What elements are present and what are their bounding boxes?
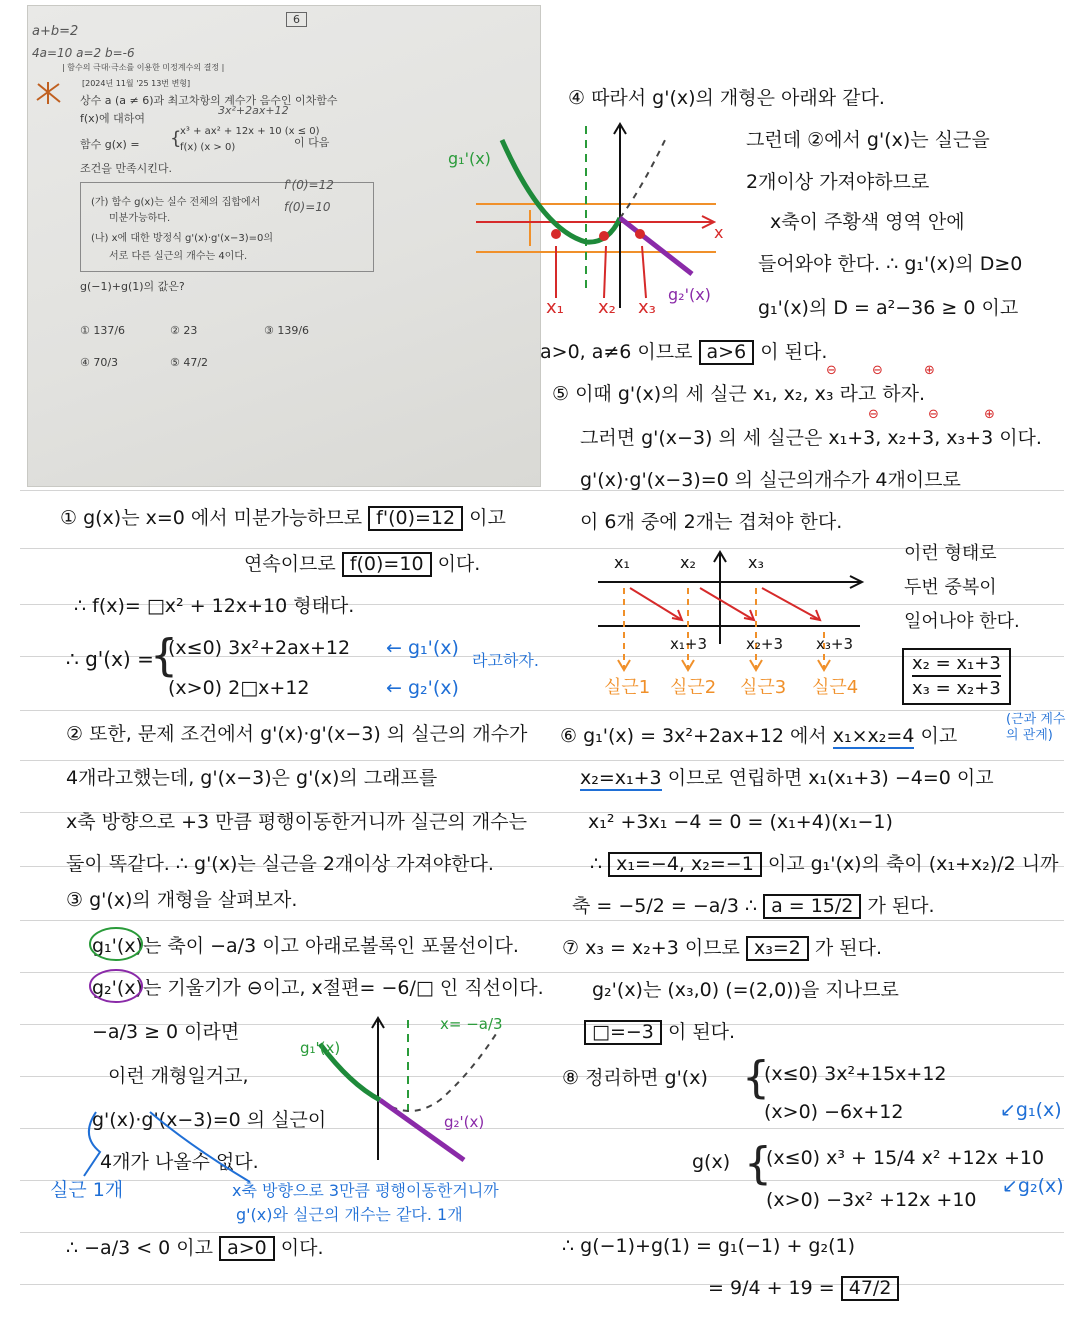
form-note-2: 두번 중복이 (904, 577, 997, 598)
choice-5: ⑤ 47/2 (170, 356, 209, 369)
overlap-eq2: x₃ = x₂+3 (912, 675, 1001, 700)
step1-box1: f'(0)=12 (368, 506, 463, 531)
step3-line2: g₁'(x)는 축이 −a/3 이고 아래로볼록인 포물선이다. (92, 935, 519, 957)
real-root-2: 실근2 (670, 677, 717, 698)
blue-bracket-lines (40, 1106, 260, 1190)
choice-1: ① 137/6 (80, 324, 126, 337)
step7-line2: g₂'(x)는 (x₃,0) (=(2,0))을 지나므로 (592, 979, 899, 1001)
side-note-1: f'(0)=12 (284, 178, 334, 192)
root-x2: x₂ (598, 297, 616, 318)
vieta-note: (근과 계수의 관계) (1006, 712, 1066, 743)
step6-x2-def: x₂=x₁+3 (580, 767, 662, 789)
real-root-4: 실근4 (812, 677, 859, 698)
step8-piece2: (x>0) −6x+12 (764, 1101, 904, 1123)
nl-top-x1: x₁ (614, 553, 630, 572)
step8-line2: g(x) (692, 1151, 731, 1173)
step2-line3: x축 방향으로 +3 만큼 평행이동한거니까 실근의 개수는 (66, 811, 527, 833)
g1-tag: ← g₁'(x) (386, 637, 459, 659)
step8-piece3: (x≤0) x³ + 15/4 x² +12x +10 (766, 1147, 1045, 1169)
step7-line1: ⑦ x₃ = x₂+3 이므로 x₃=2 가 된다. (562, 937, 883, 959)
sign-top-1: ⊖ (826, 363, 837, 378)
choice-2: ② 23 (170, 324, 198, 337)
real-root-3: 실근3 (740, 677, 787, 698)
step4-line1: ④ 따라서 g'(x)의 개형은 아래와 같다. (568, 87, 885, 109)
step3-line4: −a/3 ≥ 0 이라면 (92, 1021, 240, 1043)
g2-circle-mark (88, 968, 144, 1004)
step6-line1: ⑥ g₁'(x) = 3x²+2ax+12 에서 x₁×x₂=4 이고 (560, 725, 958, 747)
number-line-diagram (590, 548, 880, 688)
step8-piece1: (x≤0) 3x²+15x+12 (764, 1063, 947, 1085)
annotation-f: 3x²+2ax+12 (218, 104, 289, 117)
step3-graph (300, 1014, 520, 1164)
step7-box2: □=−3 (584, 1020, 662, 1045)
step7-line3: □=−3 이 된다. (584, 1020, 735, 1045)
step3-box: a>0 (219, 1236, 275, 1261)
g1-circle-mark (88, 926, 144, 962)
step4-line5: 들어와야 한다. ∴ g₁'(x)의 D≥0 (758, 253, 1023, 275)
root-x1: x₁ (546, 297, 564, 318)
step8-brace1: { (742, 1052, 770, 1103)
step2-line1: ② 또한, 문제 조건에서 g'(x)·g'(x−3) 의 실근의 개수가 (66, 723, 528, 745)
graph-g2-label: g₂'(x) (668, 285, 711, 304)
step5-line1: ⑤ 이때 g'(x)의 세 실근 x₁, x₂, x₃ 라고 하자. (552, 383, 925, 405)
let-note: 라고하자. (472, 651, 539, 670)
sign-bottom-1: ⊖ (868, 407, 879, 422)
step5-line2: 그러면 g'(x−3) 의 세 실근은 x₁+3, x₂+3, x₃+3 이다. (580, 427, 1042, 449)
cond-na-2: 서로 다른 실근의 개수는 4이다. (109, 251, 248, 262)
step8-brace2: { (744, 1138, 772, 1189)
step4-box: a>6 (699, 340, 755, 365)
graph-g1-label: g₁'(x) (448, 149, 491, 168)
step4-line6: g₁'(x)의 D = a²−36 ≥ 0 이고 (758, 297, 1019, 319)
stem-line-3: 이 다음 (294, 136, 330, 149)
step6-box-a: a = 15/2 (763, 894, 861, 919)
root-x3: x₃ (638, 297, 656, 318)
sign-top-2: ⊖ (872, 363, 883, 378)
step6-product: x₁×x₂=4 (832, 725, 915, 747)
overlap-eq1: x₂ = x₁+3 (912, 653, 1001, 674)
step6-line5: 축 = −5/2 = −a/3 ∴ a = 15/2 가 된다. (572, 895, 935, 917)
side-note-2: f(0)=10 (284, 200, 331, 214)
step8-piece4: (x>0) −3x² +12x +10 (766, 1189, 977, 1211)
gprime-def: ∴ g'(x) = (66, 647, 154, 671)
cond-ga-2: 미분가능하다. (109, 213, 171, 224)
step4-line2: 그런데 ②에서 g'(x)는 실근을 (746, 129, 990, 151)
step4-line7: a>0, a≠6 이므로 a>6 이 된다. (540, 341, 828, 363)
scribble-second: 4a=10 a=2 b=-6 (32, 46, 135, 60)
sign-top-3: ⊕ (924, 363, 935, 378)
func-label: 함수 g(x) = (80, 138, 140, 151)
stem-line-1: 상수 a (a ≠ 6)과 최고차항의 계수가 음수인 이차함수 (80, 94, 338, 107)
g2-line (620, 218, 692, 274)
tag-line: | 함수의 극대·극소를 이용한 미정계수의 결정 | (62, 63, 225, 72)
form-note-1: 이런 형태로 (904, 543, 997, 564)
real-root-1: 실근1 (604, 677, 651, 698)
choice-3: ③ 139/6 (264, 324, 310, 337)
brace-glyph: { (170, 128, 182, 149)
gprime-brace: { (150, 630, 178, 681)
step3-final: ∴ −a/3 < 0 이고 a>0 이다. (66, 1237, 324, 1259)
question: g(−1)+g(1)의 값은? (80, 280, 185, 293)
g1-curve (502, 140, 620, 242)
cond-na-1: (나) x에 대한 방정식 g'(x)·g'(x−3)=0의 (91, 233, 274, 244)
blue-root-note: 실근 1개 (50, 1179, 124, 1201)
step3-line5: 이런 개형일거고, (108, 1065, 249, 1087)
step3-line7: 4개가 나올수 없다. (100, 1151, 259, 1173)
final-answer-box: 47/2 (841, 1276, 900, 1301)
step5-line3: g'(x)·g'(x−3)=0 의 실근의개수가 4개이므로 (580, 469, 961, 491)
gprime-piece1: (x≤0) 3x²+2ax+12 (168, 637, 351, 659)
piece-1: x³ + ax² + 12x + 10 (x ≤ 0) (180, 126, 320, 137)
step6-line4: ∴ x₁=−4, x₂=−1 이고 g₁'(x)의 축이 (x₁+x₂)/2 니까 (590, 853, 1059, 875)
star-scribble-icon (34, 80, 64, 106)
nl-bottom-x3: x₃+3 (816, 635, 854, 653)
overlap-equations (902, 648, 1011, 705)
step8-g1-tag: ↙g₁(x) (1000, 1099, 1062, 1121)
step6-line2: x₂=x₁+3 이므로 연립하면 x₁(x₁+3) −4=0 이고 (580, 767, 994, 789)
page-number: 6 (286, 12, 307, 27)
choice-4: ④ 70/3 (80, 356, 119, 369)
step5-line4: 이 6개 중에 2개는 겹쳐야 한다. (580, 511, 843, 533)
nl-bottom-x1: x₁+3 (670, 635, 708, 653)
step1-box2: f(0)=10 (342, 552, 432, 577)
step8-line1: ⑧ 정리하면 g'(x) (562, 1067, 708, 1089)
cond-ga-1: (가) 함수 g(x)는 실수 전체의 집합에서 (91, 197, 261, 208)
scribble-top: a+b=2 (32, 24, 79, 39)
step3-line1: ③ g'(x)의 개형을 살펴보자. (66, 889, 298, 911)
condition-box (80, 182, 374, 272)
step8-g2-tag: ↙g₂(x) (1002, 1175, 1064, 1197)
nl-top-x2: x₂ (680, 553, 696, 572)
step1-line2: 연속이므로 f(0)=10 이다. (244, 553, 481, 575)
step2-line4: 둘이 똑같다. ∴ g'(x)는 실근을 2개이상 가져야한다. (66, 853, 494, 875)
nl-bottom-x2: x₂+3 (746, 635, 784, 653)
stem-line-2: f(x)에 대하여 (80, 112, 145, 125)
blue-note-1: x축 방향으로 3만큼 평행이동한거니까 (232, 1181, 499, 1200)
piece-2: f(x) (x > 0) (180, 142, 236, 153)
final-line2: = 9/4 + 19 = 47/2 (708, 1276, 899, 1301)
step2-line2: 4개라고했는데, g'(x−3)은 g'(x)의 그래프를 (66, 767, 438, 789)
problem-source: [2024년 11월 '25 13번 변형] (82, 79, 191, 88)
sign-bottom-2: ⊖ (928, 407, 939, 422)
step6-line3: x₁² +3x₁ −4 = 0 = (x₁+4)(x₁−1) (588, 811, 893, 833)
step4-line3: 2개이상 가져야하므로 (746, 171, 930, 193)
step6-box-roots: x₁=−4, x₂=−1 (608, 852, 762, 877)
step3-g1-label: g₁'(x) (300, 1039, 341, 1057)
step7-box: x₃=2 (746, 936, 809, 961)
form-note-3: 일어나야 한다. (904, 611, 1020, 632)
nl-top-x3: x₃ (748, 553, 764, 572)
step3-line6: g'(x)·g'(x−3)=0 의 실근이 (92, 1109, 327, 1131)
gprime-piece2: (x>0) 2□x+12 (168, 677, 310, 699)
step1-line3: ∴ f(x)= □x² + 12x+10 형태다. (74, 595, 355, 617)
step3-axis-note: x= −a/3 (440, 1015, 503, 1033)
stem-line-4: 조건을 만족시킨다. (80, 162, 173, 175)
final-line1: ∴ g(−1)+g(1) = g₁(−1) + g₂(1) (562, 1235, 856, 1257)
g2-tag: ← g₂'(x) (386, 677, 459, 699)
step3-line3: g₂'(x)는 기울기가 ⊖이고, x절편= −6/□ 인 직선이다. (92, 977, 544, 999)
graph-x-label: x (714, 223, 724, 242)
step4-line4: x축이 주황색 영역 안에 (770, 211, 965, 233)
step1-line1: ① g(x)는 x=0 에서 미분가능하므로 f'(0)=12 이고 (60, 507, 506, 529)
step3-g2-label: g₂'(x) (444, 1113, 485, 1131)
sign-bottom-3: ⊕ (984, 407, 995, 422)
blue-note-2: g'(x)와 실근의 개수는 같다. 1개 (236, 1205, 463, 1224)
